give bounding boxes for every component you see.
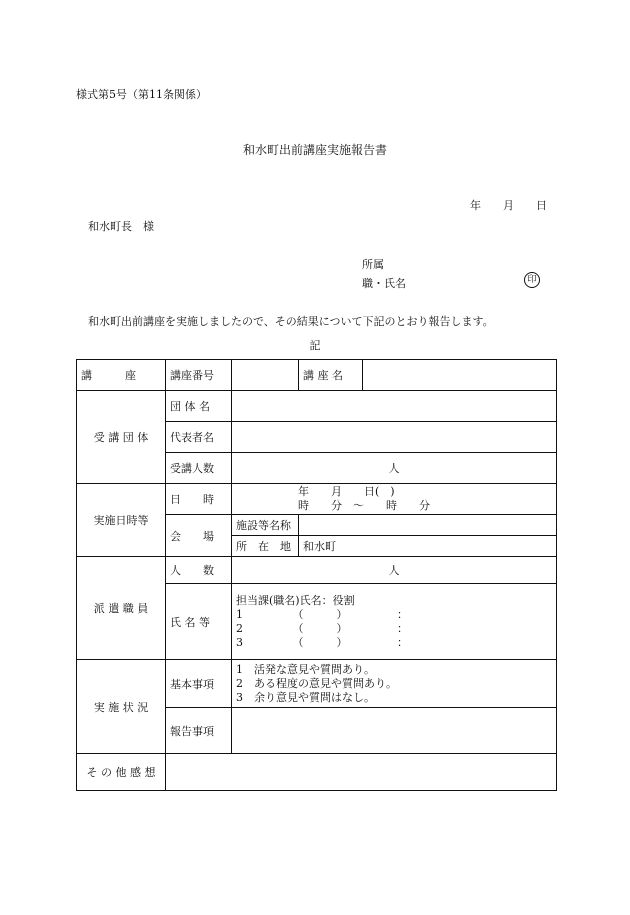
representative-label: 代表者名 — [166, 422, 232, 453]
course-name-field[interactable] — [363, 360, 557, 391]
basic-option-3[interactable]: 3 余り意見や質問はなし。 — [236, 690, 375, 704]
document-title: 和水町出前講座実施報告書 — [242, 143, 387, 157]
staff-row-2: 2 （ ） ： — [236, 621, 408, 635]
other-field[interactable] — [166, 754, 557, 791]
venue-label: 会 場 — [166, 515, 232, 557]
headcount-field[interactable] — [232, 557, 557, 584]
basic-option-2[interactable]: 2 ある程度の意見や質問あり。 — [236, 676, 397, 690]
date-line — [470, 197, 547, 213]
ki-heading: 記 — [309, 339, 321, 352]
names-label: 氏 名 等 — [166, 584, 232, 660]
group-label: 受 講 団 体 — [77, 391, 166, 484]
name-label: 職・氏名 — [362, 277, 406, 290]
course-row — [77, 360, 557, 391]
intro-text: 和水町出前講座を実施しましたので、その結果について下記のとおり報告します。 — [88, 315, 494, 328]
group-name-field[interactable] — [232, 391, 557, 422]
facility-field[interactable] — [299, 515, 557, 536]
headcount-label: 人 数 — [166, 557, 232, 584]
headcount-unit: 人 — [388, 564, 400, 577]
seal-mark: 印 — [524, 272, 540, 288]
facility-label: 施設等名称 — [232, 515, 299, 536]
date-month: 月 — [503, 199, 514, 212]
staff-label: 派 遣 職 員 — [77, 557, 166, 660]
report-items-label: 報告事項 — [166, 708, 232, 754]
form-number: 様式第5号（第11条関係） — [76, 88, 207, 101]
course-number-label: 講座番号 — [166, 360, 232, 391]
attendees-label: 受講人数 — [166, 453, 232, 484]
location-field[interactable]: 和水町 — [299, 536, 557, 557]
group-name-row — [77, 391, 557, 422]
other-row — [77, 754, 557, 791]
report-table — [76, 359, 557, 791]
staff-row-3: 3 （ ） ： — [236, 635, 408, 649]
attendees-unit: 人 — [388, 462, 400, 475]
basic-items-label: 基本事項 — [166, 660, 232, 708]
basic-items-field[interactable] — [232, 660, 557, 708]
date-value-line: 年 月 日( ) — [298, 485, 395, 498]
names-field[interactable] — [232, 584, 557, 660]
course-label: 講 座 — [77, 360, 166, 391]
time-value-line: 時 分 ～ 時 分 — [298, 499, 430, 512]
group-name-label: 団 体 名 — [166, 391, 232, 422]
headcount-row — [77, 557, 557, 584]
addressee: 和水町長 様 — [88, 220, 154, 233]
names-header: 担当課(職名)氏名：役割 — [236, 593, 355, 607]
status-label: 実 施 状 況 — [77, 660, 166, 754]
affiliation-label: 所属 — [362, 258, 384, 271]
course-number-field[interactable] — [232, 360, 299, 391]
datetime-label: 日 時 — [166, 484, 232, 515]
date-day: 日 — [536, 199, 547, 212]
staff-row-1: 1 （ ） ： — [236, 607, 408, 621]
attendees-field[interactable] — [232, 453, 557, 484]
representative-field[interactable] — [232, 422, 557, 453]
date-year: 年 — [470, 199, 481, 212]
schedule-label: 実施日時等 — [77, 484, 166, 557]
location-label: 所 在 地 — [232, 536, 299, 557]
report-items-field[interactable] — [232, 708, 557, 754]
datetime-row — [77, 484, 557, 515]
course-name-label: 講 座 名 — [299, 360, 363, 391]
basic-items-row — [77, 660, 557, 708]
basic-option-1[interactable]: 1 活発な意見や質問あり。 — [236, 662, 375, 676]
datetime-field[interactable] — [232, 484, 557, 515]
other-label: そ の 他 感 想 — [77, 754, 166, 791]
